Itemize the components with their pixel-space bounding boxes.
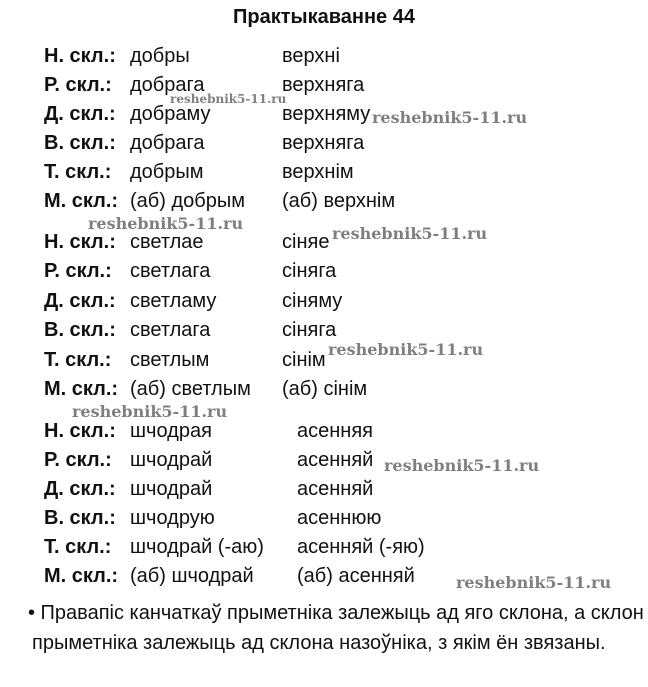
word-form-1: добрым [130, 161, 204, 183]
word-form-2: сіняе [282, 231, 330, 253]
word-form-1: (аб) добрым [130, 190, 245, 212]
case-label: В. скл.: [44, 507, 116, 529]
case-label: Н. скл.: [44, 420, 116, 442]
word-form-2: сіняму [282, 290, 343, 312]
word-form-1: светламу [130, 290, 217, 312]
word-form-2: (аб) верхнім [282, 190, 396, 212]
word-form-2: асенняя [297, 420, 373, 442]
case-label: М. скл.: [44, 565, 119, 587]
word-form-2: (аб) асенняй [297, 565, 415, 587]
word-form-2: верхняга [282, 132, 365, 154]
word-form-2: верхнім [282, 161, 354, 183]
case-label: В. скл.: [44, 132, 116, 154]
word-form-1: светлага [130, 319, 211, 341]
word-form-1: светлага [130, 260, 211, 282]
word-form-1: (аб) светлым [130, 378, 251, 400]
case-label: Д. скл.: [44, 103, 116, 125]
word-form-1: шчодрую [130, 507, 215, 529]
watermark: reshebnik5-11.ru [72, 402, 228, 421]
case-label: Т. скл.: [44, 349, 112, 371]
word-form-2: асенняй [297, 478, 374, 500]
case-label: Н. скл.: [44, 231, 116, 253]
rule-note [28, 598, 648, 658]
watermark: reshebnik5-11.ru [332, 224, 488, 243]
case-label: Т. скл.: [44, 536, 112, 558]
word-form-1: шчодрай (-аю) [130, 536, 264, 558]
page-title: Практыкаванне 44 [233, 6, 415, 28]
rule-note-line-2: прыметніка залежыць ад склона назоўніка, з якім ён звязаны. [32, 632, 606, 654]
case-label: Т. скл.: [44, 161, 112, 183]
word-form-1: добрага [130, 74, 205, 96]
watermark: reshebnik5-11.ru [372, 108, 528, 127]
word-form-1: шчодрай [130, 449, 213, 471]
case-label: Н. скл.: [44, 45, 116, 67]
word-form-2: асенняй [297, 449, 374, 471]
word-form-1: светлае [130, 231, 204, 253]
watermark: reshebnik5-11.ru [328, 340, 484, 359]
word-form-2: сінім [282, 349, 326, 371]
word-form-2: верхні [282, 45, 340, 67]
watermark: reshebnik5-11.ru [88, 214, 244, 233]
word-form-1: добрага [130, 132, 205, 154]
case-label: В. скл.: [44, 319, 116, 341]
word-form-1: добры [130, 45, 190, 67]
word-form-2: асенняй (-яю) [297, 536, 425, 558]
word-form-2: сіняга [282, 319, 337, 341]
word-form-1: шчодрай [130, 478, 213, 500]
case-label: Д. скл.: [44, 478, 116, 500]
word-form-1: (аб) шчодрай [130, 565, 254, 587]
word-form-2: (аб) сінім [282, 378, 368, 400]
watermark: reshebnik5-11.ru [384, 456, 540, 475]
word-form-2: сіняга [282, 260, 337, 282]
case-label: Р. скл.: [44, 74, 112, 96]
word-form-1: шчодрая [130, 420, 212, 442]
word-form-2: асеннюю [297, 507, 382, 529]
word-form-2: верхняму [282, 103, 371, 125]
rule-note-line-1: • Правапіс канчаткаў прыметніка залежыць ад яго склона, а склон [28, 602, 644, 624]
case-label: Р. скл.: [44, 260, 112, 282]
case-label: Р. скл.: [44, 449, 112, 471]
word-form-1: добраму [130, 103, 211, 125]
watermark: reshebnik5-11.ru [456, 573, 612, 592]
word-form-1: светлым [130, 349, 210, 371]
watermark: reshebnik5-11.ru [170, 92, 287, 106]
word-form-2: верхняга [282, 74, 365, 96]
case-label: М. скл.: [44, 378, 119, 400]
case-label: М. скл.: [44, 190, 119, 212]
case-label: Д. скл.: [44, 290, 116, 312]
